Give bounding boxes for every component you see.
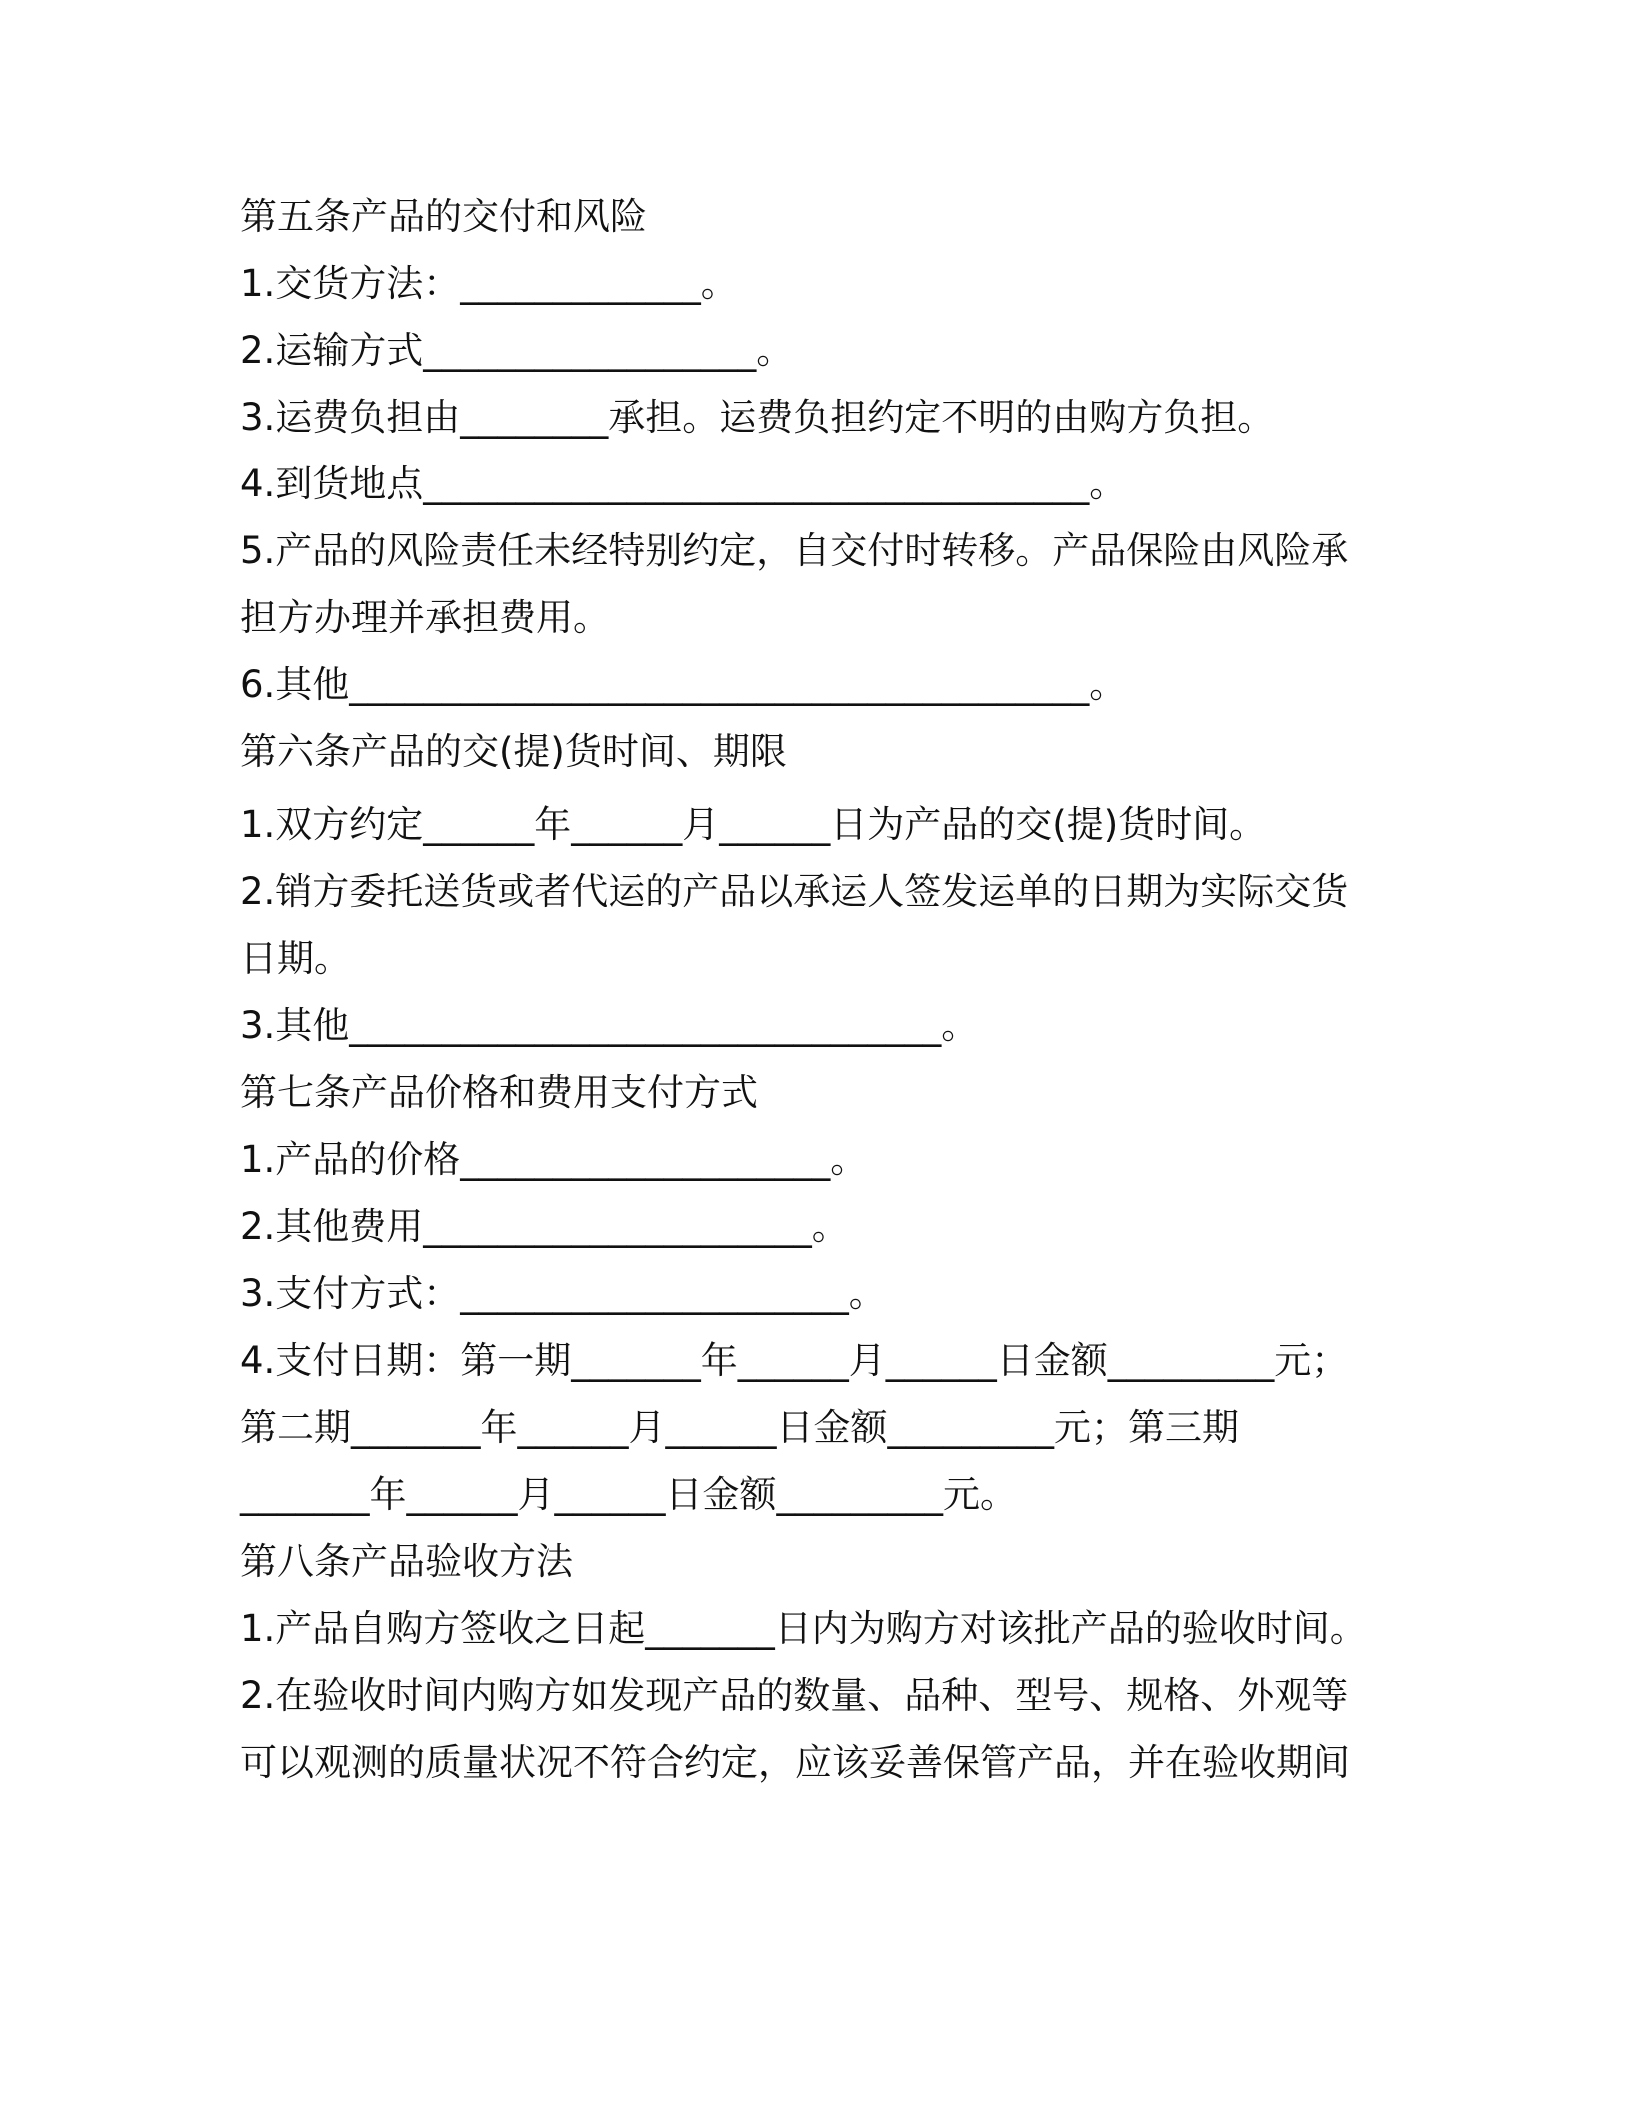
clause-payment-dates-cont-1: 第二期_______年______月______日金额_________元；第三期 [240,1406,1239,1449]
clause-other-fees: 2.其他费用_____________________。 [240,1205,849,1248]
clause-risk-transfer-cont: 担方办理并承担费用。 [240,596,610,639]
clause-inspection-defects-cont: 可以观测的质量状况不符合约定，应该妥善保管产品，并在验收期间 [240,1741,1350,1784]
clause-arrival-location: 4.到货地点____________________________________。 [240,462,1127,505]
clause-other-6: 3.其他________________________________。 [240,1004,979,1047]
clause-shipping-date-cont: 日期。 [240,937,351,980]
clause-freight-bearer: 3.运费负担由________承担。运费负担约定不明的由购方负担。 [240,396,1275,439]
section-heading-5: 第五条产品的交付和风险 [240,195,647,238]
section-heading-8: 第八条产品验收方法 [240,1540,573,1583]
clause-payment-dates-cont-2: _______年______月______日金额_________元。 [240,1473,1017,1516]
clause-inspection-defects: 2.在验收时间内购方如发现产品的数量、品种、型号、规格、外观等 [240,1674,1349,1717]
clause-delivery-date: 1.双方约定______年______月______日为产品的交(提)货时间。 [240,803,1267,846]
clause-transport-mode: 2.运输方式__________________。 [240,329,794,372]
clause-payment-dates: 4.支付日期：第一期_______年______月______日金额_________元； [240,1339,1349,1382]
clause-delivery-method: 1.交货方法：_____________。 [240,262,738,305]
section-heading-6: 第六条产品的交(提)货时间、期限 [240,730,787,773]
clause-inspection-period: 1.产品自购方签收之日起_______日内为购方对该批产品的验收时间。 [240,1607,1367,1650]
clause-other-5: 6.其他________________________________________。 [240,663,1127,706]
section-heading-7: 第七条产品价格和费用支付方式 [240,1071,758,1114]
clause-product-price: 1.产品的价格____________________。 [240,1138,868,1181]
clause-shipping-date: 2.销方委托送货或者代运的产品以承运人签发运单的日期为实际交货 [240,870,1349,913]
clause-payment-method: 3.支付方式：_____________________。 [240,1272,886,1315]
clause-risk-transfer: 5.产品的风险责任未经特别约定，自交付时转移。产品保险由风险承 [240,529,1349,572]
